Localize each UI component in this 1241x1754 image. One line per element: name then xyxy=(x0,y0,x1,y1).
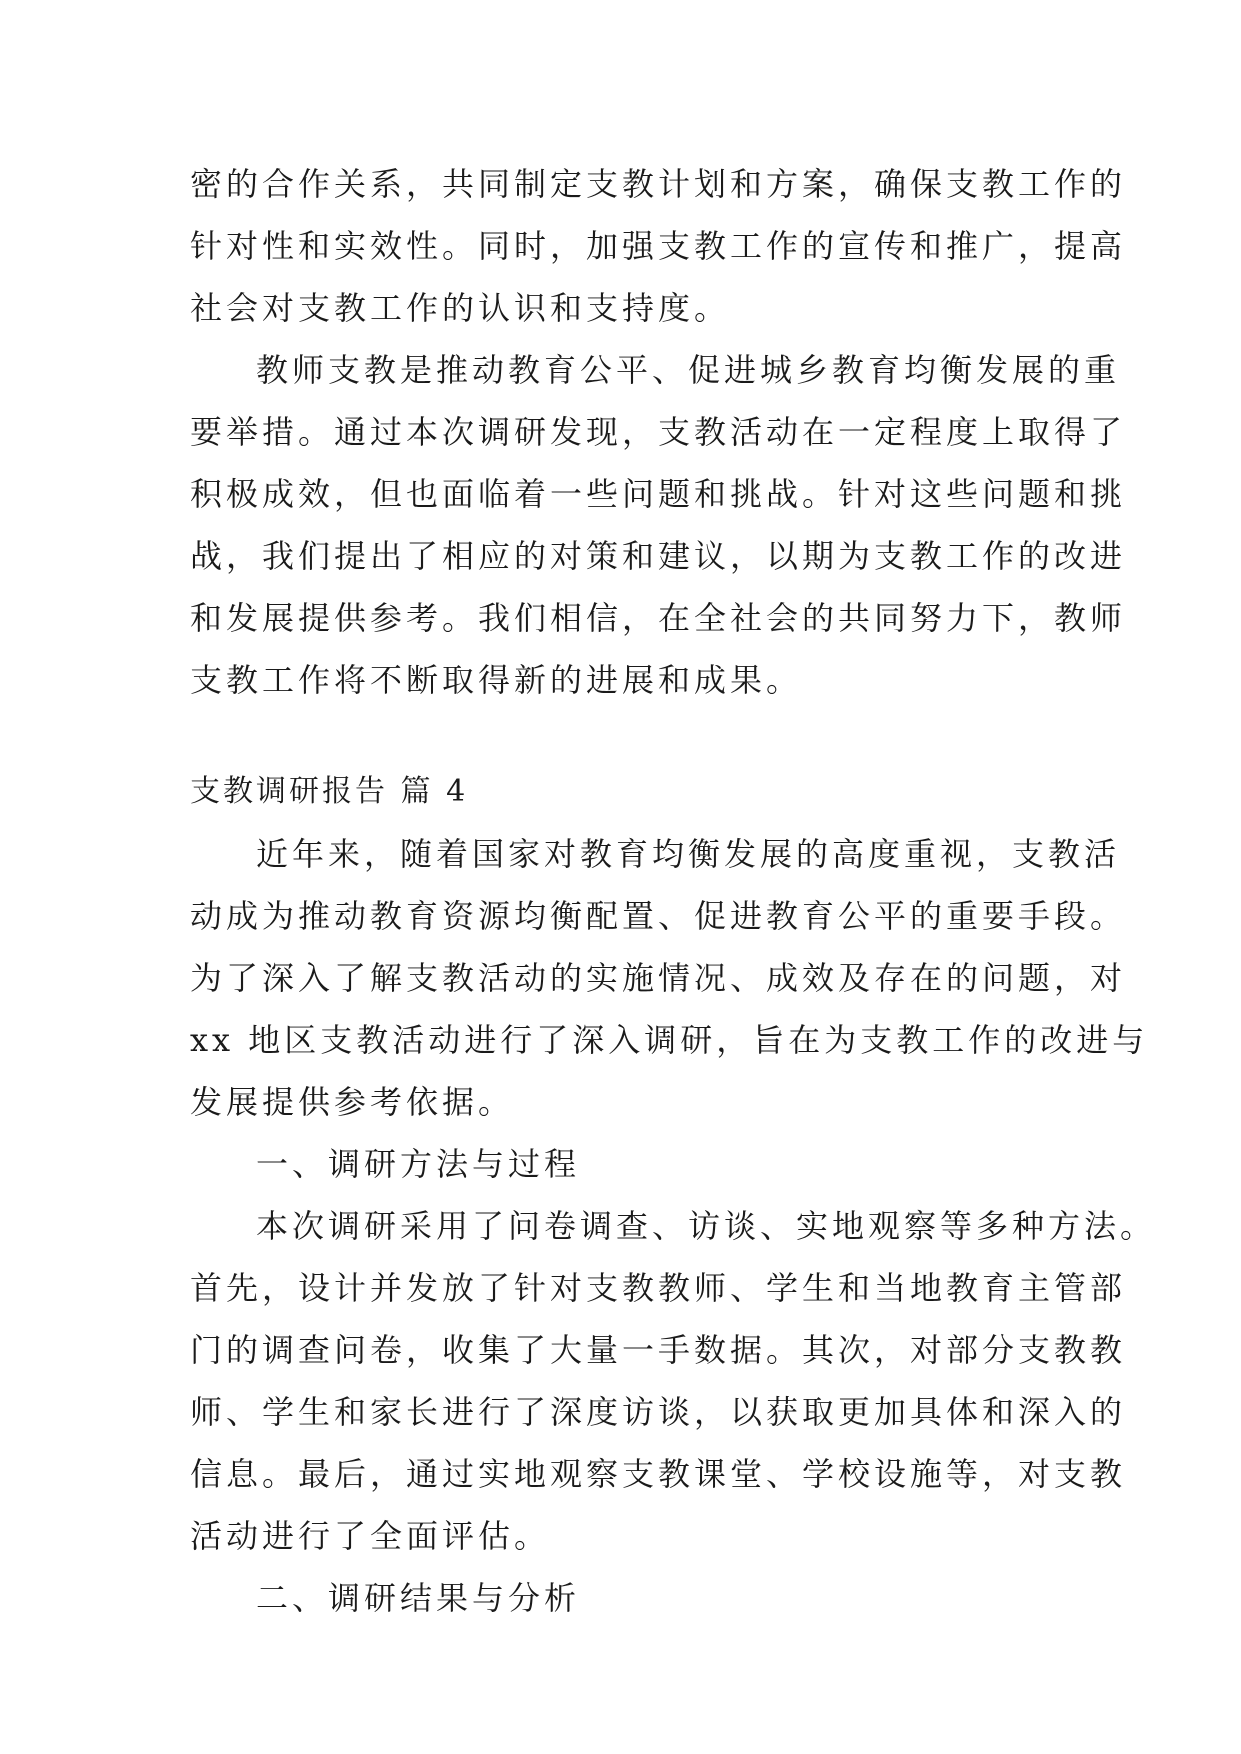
text-line: 活动进行了全面评估。 xyxy=(190,1517,551,1555)
text-line: 教师支教是推动教育公平、促进城乡教育均衡发展的重 xyxy=(256,351,1121,389)
text-line: 门的调查问卷，收集了大量一手数据。其次，对部分支教教 xyxy=(190,1331,1127,1369)
text-line: 动成为推动教育资源均衡配置、促进教育公平的重要手段。 xyxy=(190,897,1127,935)
text-line: 支教工作将不断取得新的进展和成果。 xyxy=(190,661,803,699)
text-line: 发展提供参考依据。 xyxy=(190,1083,515,1121)
section-heading: 支教调研报告 篇 4 xyxy=(190,774,469,809)
subsection-heading: 二、调研结果与分析 xyxy=(256,1579,581,1617)
text-line: 要举措。通过本次调研发现，支教活动在一定程度上取得了 xyxy=(190,413,1127,451)
text-line: 针对性和实效性。同时，加强支教工作的宣传和推广，提高 xyxy=(190,227,1127,265)
text-line: xx 地区支教活动进行了深入调研，旨在为支教工作的改进与 xyxy=(190,1021,1149,1059)
text-line: 社会对支教工作的认识和支持度。 xyxy=(190,289,731,327)
text-line: 密的合作关系，共同制定支教计划和方案，确保支教工作的 xyxy=(190,165,1127,203)
text-line: 战，我们提出了相应的对策和建议，以期为支教工作的改进 xyxy=(190,537,1127,575)
subsection-heading: 一、调研方法与过程 xyxy=(256,1145,581,1183)
text-line: 本次调研采用了问卷调查、访谈、实地观察等多种方法。 xyxy=(256,1207,1157,1245)
text-line: 和发展提供参考。我们相信，在全社会的共同努力下，教师 xyxy=(190,599,1127,637)
text-line: 师、学生和家长进行了深度访谈，以获取更加具体和深入的 xyxy=(190,1393,1127,1431)
text-line: 近年来，随着国家对教育均衡发展的高度重视，支教活 xyxy=(256,835,1121,873)
text-line: 信息。最后，通过实地观察支教课堂、学校设施等，对支教 xyxy=(190,1455,1127,1493)
text-line: 积极成效，但也面临着一些问题和挑战。针对这些问题和挑 xyxy=(190,475,1127,513)
text-line: 为了深入了解支教活动的实施情况、成效及存在的问题，对 xyxy=(190,959,1127,997)
text-line: 首先，设计并发放了针对支教教师、学生和当地教育主管部 xyxy=(190,1269,1127,1307)
